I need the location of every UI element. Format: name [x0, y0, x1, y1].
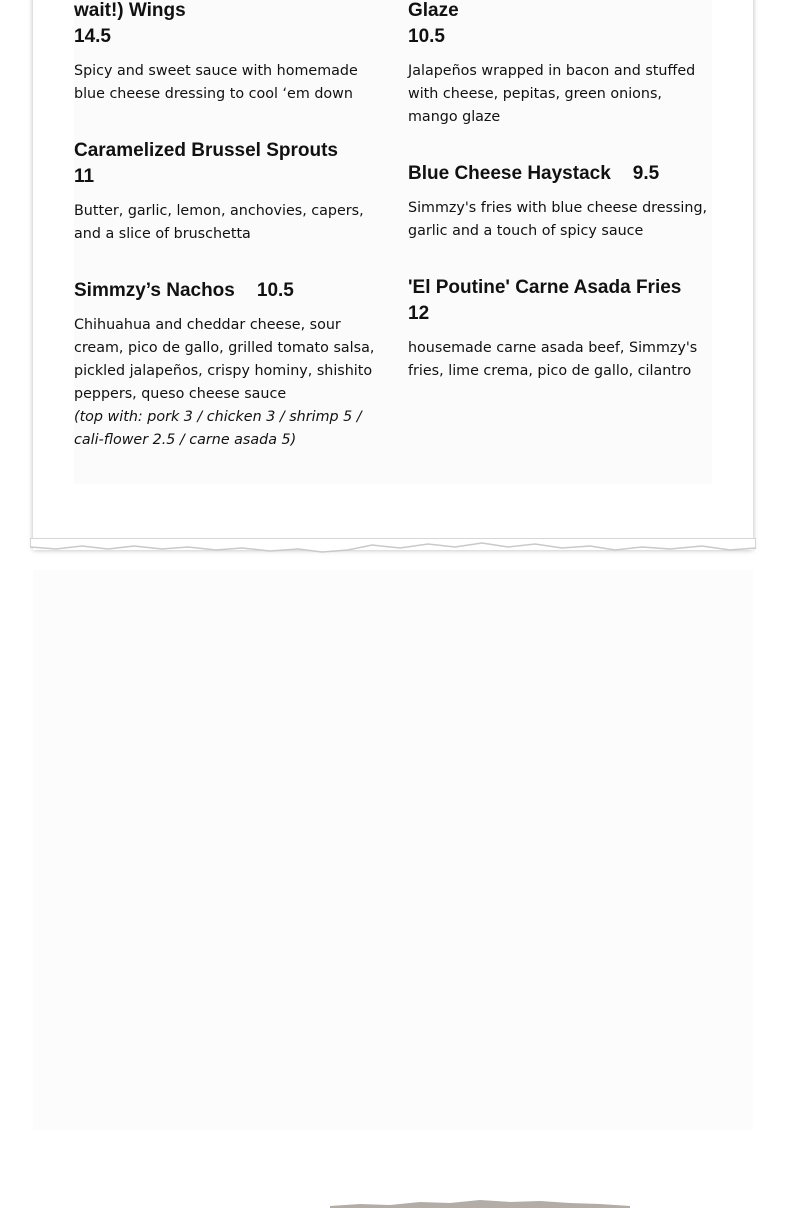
menu-item-description: Spicy and sweet sauce with homemade blue cheese dressing to cool ‘em down	[74, 63, 358, 102]
menu-item-name: Glaze	[408, 0, 459, 21]
menu-item-description: Chihuahua and cheddar cheese, sour cream, pico de gallo, grilled tomato salsa, pickled jalapeños, crispy hominy, shishito peppers, queso cheese sauce	[74, 317, 375, 402]
blank-panel	[33, 570, 753, 1130]
menu-item-price: 14.5	[74, 26, 111, 47]
menu-item-description: Butter, garlic, lemon, anchovies, capers, and a slice of bruschetta	[74, 203, 364, 242]
menu-item-name: wait!) Wings	[74, 0, 186, 21]
menu-item-description: Simmzy's fries with blue cheese dressing, garlic and a touch of spicy sauce	[408, 200, 708, 239]
menu-item-poutine-fries	[408, 275, 712, 383]
menu-item-name: Caramelized Brussel Sprouts	[74, 140, 338, 161]
torn-paper-edge	[30, 538, 756, 564]
menu-item-description: Jalapeños wrapped in bacon and stuffed with cheese, pepitas, green onions, mango glaze	[408, 63, 696, 125]
menu-item-price: 10.5	[408, 26, 445, 47]
menu-item-name: Simmzy’s Nachos	[74, 280, 235, 301]
next-page-torn-edge	[330, 1196, 630, 1208]
menu-item-description: housemade carne asada beef, Simmzy's fries, lime crema, pico de gallo, cilantro	[408, 340, 698, 379]
menu-item-price: 12	[408, 303, 430, 324]
menu-item-name: Blue Cheese Haystack	[408, 163, 611, 184]
menu-item-jalapeno-poppers	[408, 0, 712, 129]
menu-item-topping-note: (top with: pork 3 / chicken 3 / shrimp 5 / cali-flower 2.5 / carne asada 5)	[74, 409, 362, 448]
menu-item-price: 9.5	[632, 163, 660, 184]
menu-item-price: 10.5	[256, 280, 294, 301]
menu-item-nachos	[74, 278, 378, 452]
menu-item-name: 'El Poutine' Carne Asada Fries	[408, 277, 682, 298]
menu-item-blue-cheese-haystack	[408, 161, 712, 243]
menu-item-wings	[74, 0, 378, 106]
menu-item-price: 11	[74, 166, 95, 187]
menu-columns	[74, 0, 712, 484]
menu-item-brussel-sprouts	[74, 138, 378, 246]
